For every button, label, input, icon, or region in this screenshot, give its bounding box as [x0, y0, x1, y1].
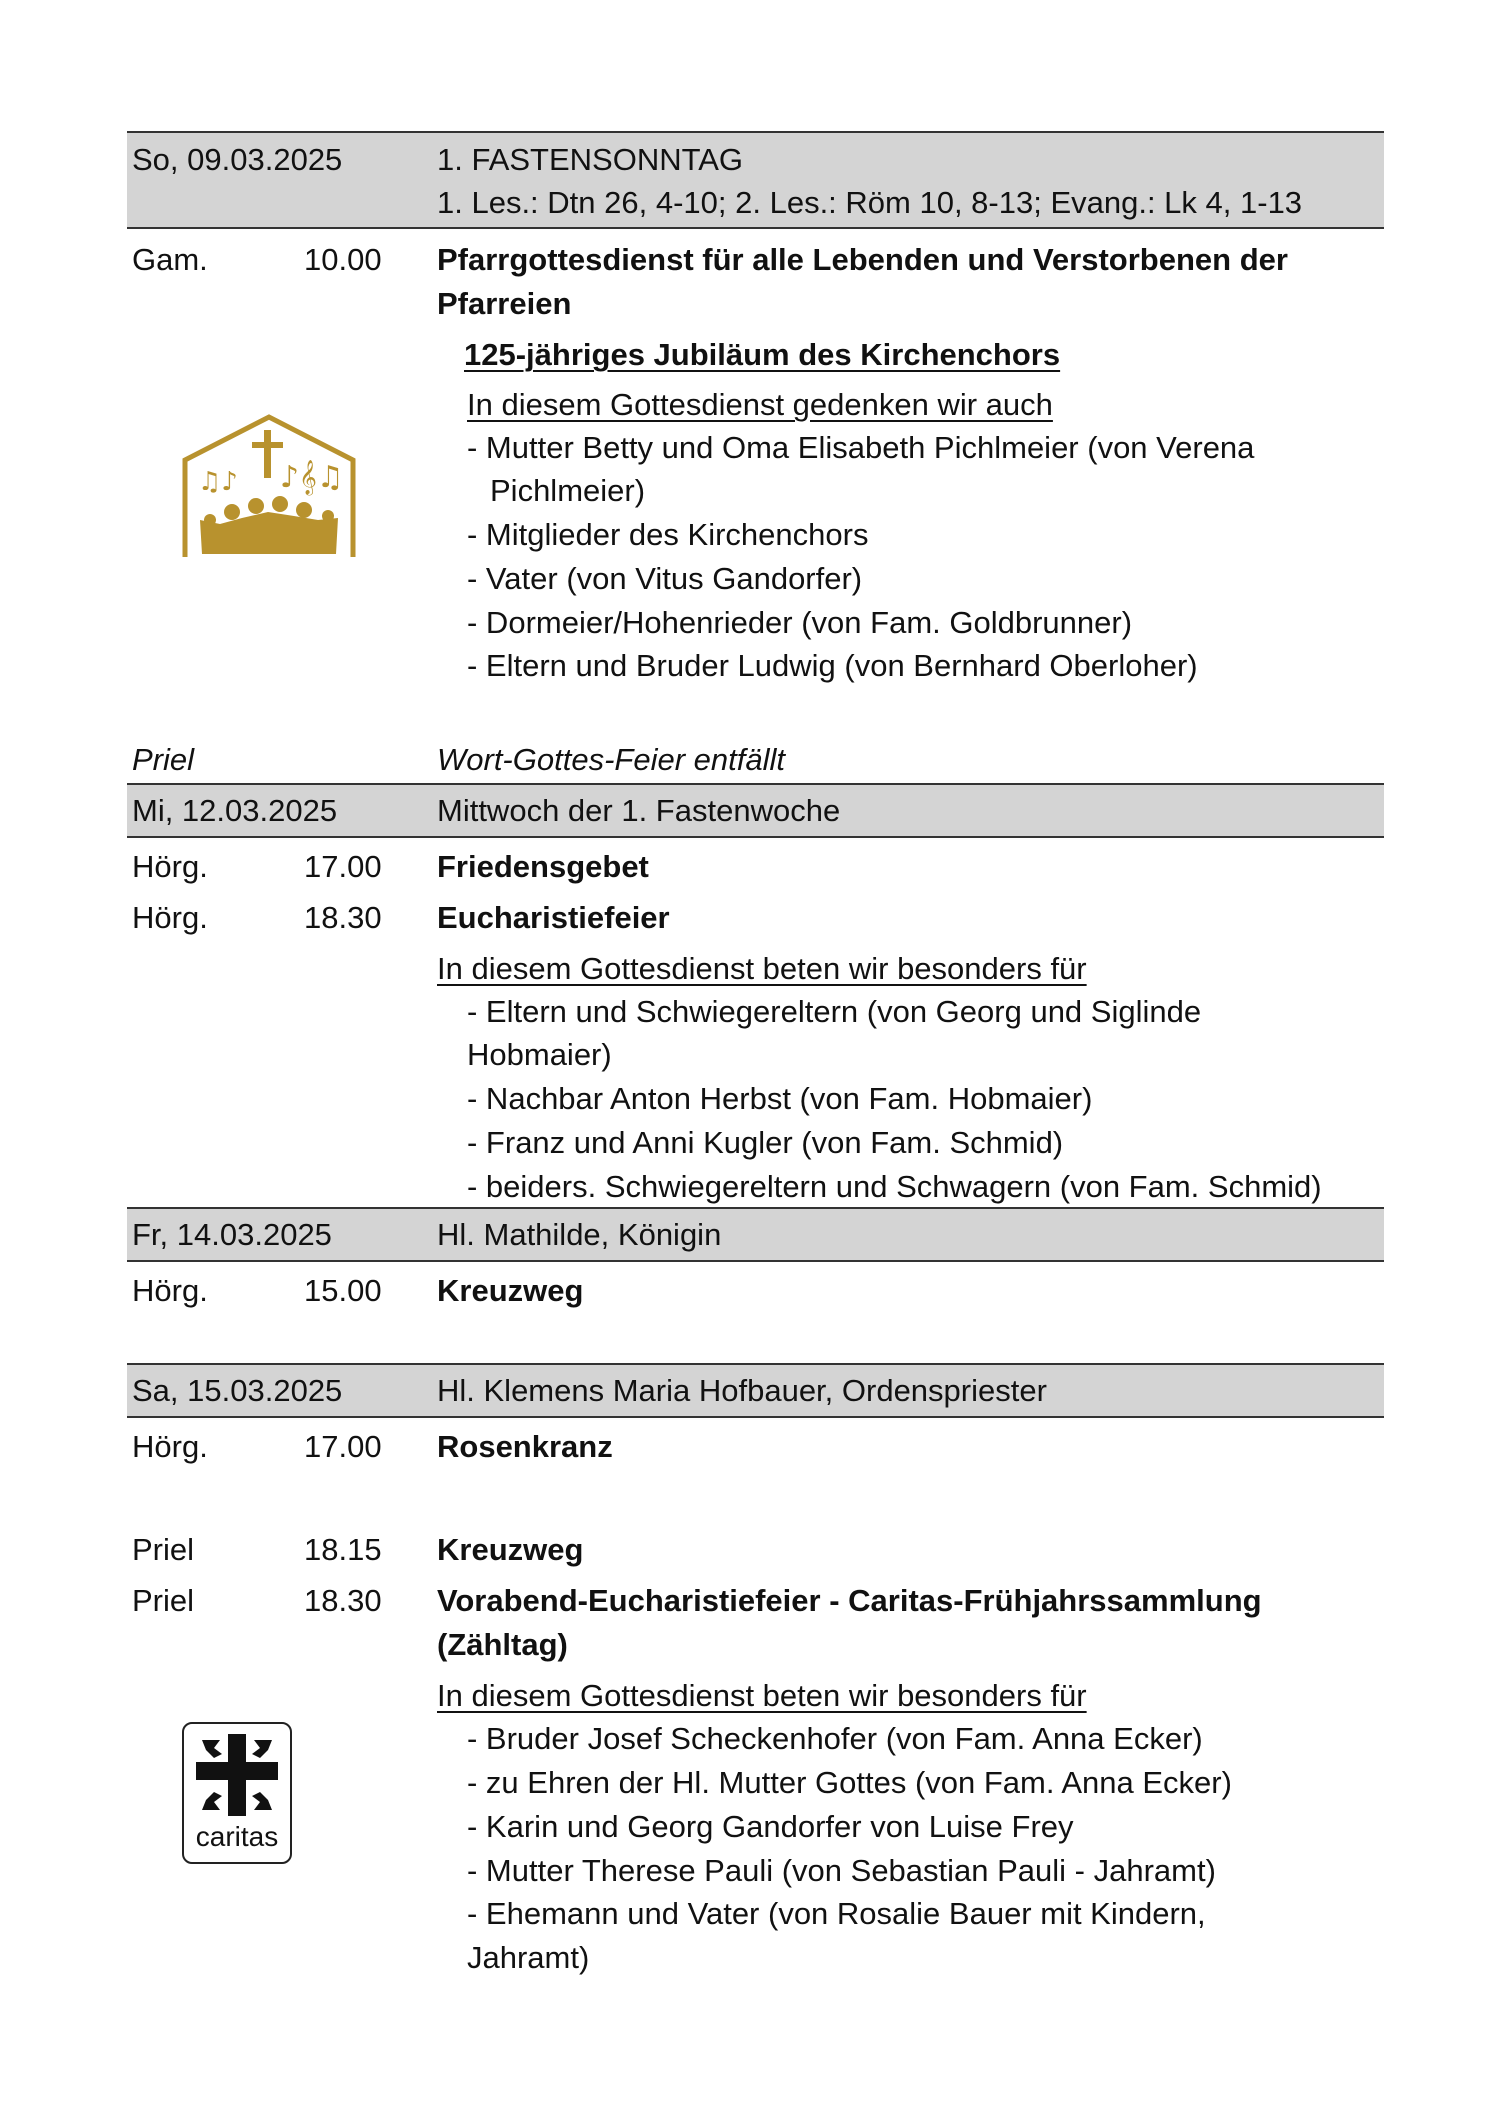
service-time: 17.00 — [304, 849, 382, 884]
intention-item: - Franz und Anni Kugler (von Fam. Schmid) — [467, 1125, 1064, 1160]
service-title: Eucharistiefeier — [437, 900, 670, 935]
service-place: Priel — [132, 1583, 195, 1618]
intention-item: - Mutter Betty und Oma Elisabeth Pichlmeier (von Verena — [467, 430, 1255, 465]
day-title: Mittwoch der 1. Fastenwoche — [437, 793, 841, 828]
intention-item-cont: Pichlmeier) — [490, 473, 646, 508]
intention-item: - zu Ehren der Hl. Mutter Gottes (von Fam. Anna Ecker) — [467, 1765, 1232, 1800]
caritas-wordmark: caritas — [195, 1821, 279, 1852]
service-title: Vorabend-Eucharistiefeier - Caritas-Frühjahrssammlung — [437, 1583, 1262, 1618]
service-title: Rosenkranz — [437, 1429, 613, 1464]
service-title-cont: (Zähltag) — [437, 1627, 568, 1662]
service-title: Kreuzweg — [437, 1273, 584, 1308]
service-title: Pfarrgottesdienst für alle Lebenden und Verstorbenen der — [437, 242, 1288, 277]
svg-text:♫♪: ♫♪ — [198, 467, 238, 497]
intention-item: - Nachbar Anton Herbst (von Fam. Hobmaier) — [467, 1081, 1093, 1116]
intention-item: - beiders. Schwiegereltern und Schwagern (von Fam. Schmid) — [467, 1169, 1322, 1204]
intention-item: - Bruder Josef Scheckenhofer (von Fam. Anna Ecker) — [467, 1721, 1203, 1756]
intentions-intro: In diesem Gottesdienst gedenken wir auch — [467, 387, 1053, 422]
day-date: Mi, 12.03.2025 — [132, 793, 338, 828]
intention-item-cont: Hobmaier) — [467, 1037, 612, 1072]
service-time: 10.00 — [304, 242, 382, 277]
service-title-cont: Pfarreien — [437, 286, 572, 321]
intention-item: - Vater (von Vitus Gandorfer) — [467, 561, 863, 596]
day-date: So, 09.03.2025 — [132, 142, 343, 177]
intention-item: - Eltern und Schwiegereltern (von Georg und Siglinde — [467, 994, 1202, 1029]
day-readings: 1. Les.: Dtn 26, 4-10; 2. Les.: Röm 10, 8-13; Evang.: Lk 4, 1-13 — [437, 185, 1303, 220]
intentions-intro: In diesem Gottesdienst beten wir besonders für — [437, 1678, 1087, 1713]
service-place: Hörg. — [132, 1273, 208, 1308]
service-place: Gam. — [132, 242, 208, 277]
service-place: Priel — [132, 1532, 195, 1567]
intentions-intro: In diesem Gottesdienst beten wir besonders für — [437, 951, 1087, 986]
caritas-logo — [182, 1722, 292, 1864]
day-title: Hl. Mathilde, Königin — [437, 1217, 722, 1252]
service-place: Hörg. — [132, 1429, 208, 1464]
day-date: Sa, 15.03.2025 — [132, 1373, 343, 1408]
svg-text:♪𝄞♫: ♪𝄞♫ — [280, 460, 344, 495]
day-date: Fr, 14.03.2025 — [132, 1217, 332, 1252]
intention-item: - Karin und Georg Gandorfer von Luise Frey — [467, 1809, 1074, 1844]
intention-item-cont: Jahramt) — [467, 1940, 590, 1975]
service-place: Hörg. — [132, 849, 208, 884]
intention-item: - Mutter Therese Pauli (von Sebastian Pauli - Jahramt) — [467, 1853, 1216, 1888]
service-title: Friedensgebet — [437, 849, 649, 884]
church-choir-logo — [180, 412, 358, 557]
jubilee-heading: 125-jähriges Jubiläum des Kirchenchors — [464, 337, 1061, 372]
service-title: Kreuzweg — [437, 1532, 584, 1567]
day-title: Hl. Klemens Maria Hofbauer, Ordenspriester — [437, 1373, 1047, 1408]
intention-item: - Eltern und Bruder Ludwig (von Bernhard Oberloher) — [467, 648, 1198, 683]
service-time: 17.00 — [304, 1429, 382, 1464]
service-time: 18.15 — [304, 1532, 382, 1567]
service-time: 18.30 — [304, 1583, 382, 1618]
service-place: Priel — [132, 742, 195, 777]
day-title: 1. FASTENSONNTAG — [437, 142, 744, 177]
cancellation-note: Wort-Gottes-Feier entfällt — [437, 742, 785, 777]
intention-item: - Ehemann und Vater (von Rosalie Bauer mit Kindern, — [467, 1896, 1206, 1931]
intention-item: - Dormeier/Hohenrieder (von Fam. Goldbrunner) — [467, 605, 1133, 640]
intention-item: - Mitglieder des Kirchenchors — [467, 517, 869, 552]
service-place: Hörg. — [132, 900, 208, 935]
caritas-cross-icon — [184, 1724, 290, 1824]
service-time: 18.30 — [304, 900, 382, 935]
service-time: 15.00 — [304, 1273, 382, 1308]
